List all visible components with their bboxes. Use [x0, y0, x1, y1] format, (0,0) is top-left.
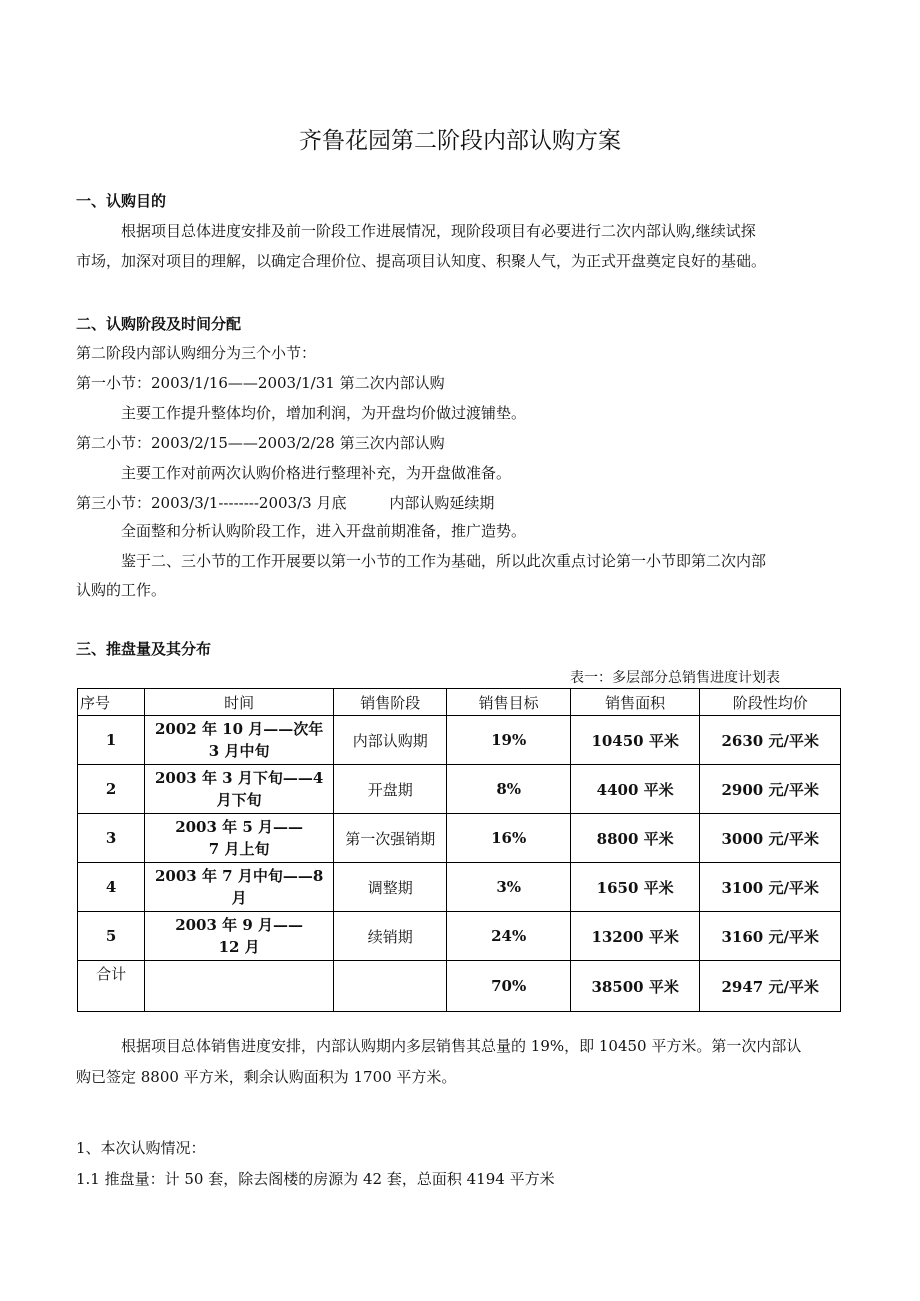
cell-time	[145, 765, 334, 814]
cell-time	[145, 716, 334, 765]
cell-stage: 内部认购期	[333, 716, 446, 765]
section1-heading: 一、认购目的	[76, 192, 167, 210]
section4-heading: 1、本次认购情况：	[76, 1139, 206, 1157]
cell-time-line1: 2003 年 7 月中旬——8	[154, 867, 324, 885]
cell-no: 1	[78, 716, 145, 765]
cell-no: 4	[78, 863, 145, 912]
cell-total-area: 38500 平米	[570, 961, 700, 1012]
table-row	[78, 716, 841, 765]
cell-no: 2	[78, 765, 145, 814]
cell-time	[145, 912, 334, 961]
cell-no: 3	[78, 814, 145, 863]
cell-area: 8800 平米	[570, 814, 700, 863]
section2-note-line2: 认购的工作。	[76, 581, 167, 599]
cell-area: 1650 平米	[570, 863, 700, 912]
section2-heading: 二、认购阶段及时间分配	[76, 315, 242, 333]
cell-target: 8%	[447, 765, 570, 814]
header-time: 时间	[145, 689, 334, 716]
cell-target: 19%	[447, 716, 570, 765]
table-header-row	[78, 689, 841, 716]
section1-para-line2: 市场，加深对项目的理解，以确定合理价位、提高项目认知度、积聚人气，为正式开盘奠定良好的基础。	[76, 252, 767, 270]
subsection2-desc: 主要工作对前两次认购价格进行整理补充，为开盘做准备。	[121, 464, 512, 482]
subsection1-desc: 主要工作提升整体均价，增加利润，为开盘均价做过渡铺垫。	[121, 404, 527, 422]
cell-time	[145, 814, 334, 863]
page-title: 齐鲁花园第二阶段内部认购方案	[299, 128, 621, 154]
cell-time-line2: 12 月	[218, 938, 260, 956]
cell-time-line2: 月	[231, 889, 247, 907]
cell-target: 16%	[447, 814, 570, 863]
header-price: 阶段性均价	[700, 689, 841, 716]
subsection1-line: 第一小节：2003/1/16——2003/1/31 第二次内部认购	[76, 374, 445, 392]
table-row	[78, 814, 841, 863]
cell-total-time	[145, 961, 334, 1012]
sales-schedule-table	[77, 688, 841, 1012]
section2-intro: 第二阶段内部认购细分为三个小节：	[76, 344, 317, 362]
cell-target: 3%	[447, 863, 570, 912]
cell-total-stage	[333, 961, 446, 1012]
cell-price: 3000 元/平米	[700, 814, 841, 863]
cell-total-target: 70%	[447, 961, 570, 1012]
cell-time-line2: 7 月上旬	[208, 840, 270, 858]
cell-stage: 第一次强销期	[333, 814, 446, 863]
cell-area: 10450 平米	[570, 716, 700, 765]
cell-total-label: 合计	[78, 961, 145, 1012]
table-caption: 表一：多层部分总销售进度计划表	[570, 670, 780, 686]
section3-after-line1: 根据项目总体销售进度安排，内部认购期内多层销售其总量的 19%，即 10450 平方米。第一次内部认	[121, 1037, 802, 1055]
header-seq: 序号	[78, 689, 145, 716]
cell-area: 13200 平米	[570, 912, 700, 961]
table-row	[78, 765, 841, 814]
header-stage: 销售阶段	[333, 689, 446, 716]
cell-stage: 调整期	[333, 863, 446, 912]
cell-stage: 开盘期	[333, 765, 446, 814]
cell-time-line2: 3 月中旬	[208, 742, 270, 760]
cell-total-price: 2947 元/平米	[700, 961, 841, 1012]
cell-area: 4400 平米	[570, 765, 700, 814]
cell-price: 2630 元/平米	[700, 716, 841, 765]
cell-time-line1: 2002 年 10 月——次年	[154, 720, 324, 738]
subsection3-desc: 全面整和分析认购阶段工作，进入开盘前期准备，推广造势。	[121, 522, 527, 540]
table-row	[78, 912, 841, 961]
cell-no: 5	[78, 912, 145, 961]
table-total-row	[78, 961, 841, 1012]
section3-after-line2: 购已签定 8800 平方米，剩余认购面积为 1700 平方米。	[76, 1068, 457, 1086]
cell-target: 24%	[447, 912, 570, 961]
header-target: 销售目标	[447, 689, 570, 716]
cell-time-line1: 2003 年 3 月下旬——4	[154, 769, 324, 787]
cell-time-line1: 2003 年 5 月——	[175, 818, 304, 836]
section3-heading: 三、推盘量及其分布	[76, 640, 212, 658]
header-area: 销售面积	[570, 689, 700, 716]
cell-price: 3160 元/平米	[700, 912, 841, 961]
subsection3-line: 第三小节：2003/3/1--------2003/3 月底 内部认购延续期	[76, 494, 495, 512]
cell-time-line1: 2003 年 9 月——	[175, 916, 304, 934]
section4-item1: 1.1 推盘量：计 50 套，除去阁楼的房源为 42 套，总面积 4194 平方米	[76, 1170, 555, 1188]
cell-price: 3100 元/平米	[700, 863, 841, 912]
section2-note-line1: 鉴于二、三小节的工作开展要以第一小节的工作为基础，所以此次重点讨论第一小节即第二次内部	[121, 552, 767, 570]
subsection2-line: 第二小节：2003/2/15——2003/2/28 第三次内部认购	[76, 434, 445, 452]
section1-para-line1: 根据项目总体进度安排及前一阶段工作进展情况，现阶段项目有必要进行二次内部认购,继续试探	[121, 222, 756, 240]
cell-stage: 续销期	[333, 912, 446, 961]
cell-time-line2: 月下旬	[216, 791, 262, 809]
table-row	[78, 863, 841, 912]
cell-time	[145, 863, 334, 912]
cell-price: 2900 元/平米	[700, 765, 841, 814]
